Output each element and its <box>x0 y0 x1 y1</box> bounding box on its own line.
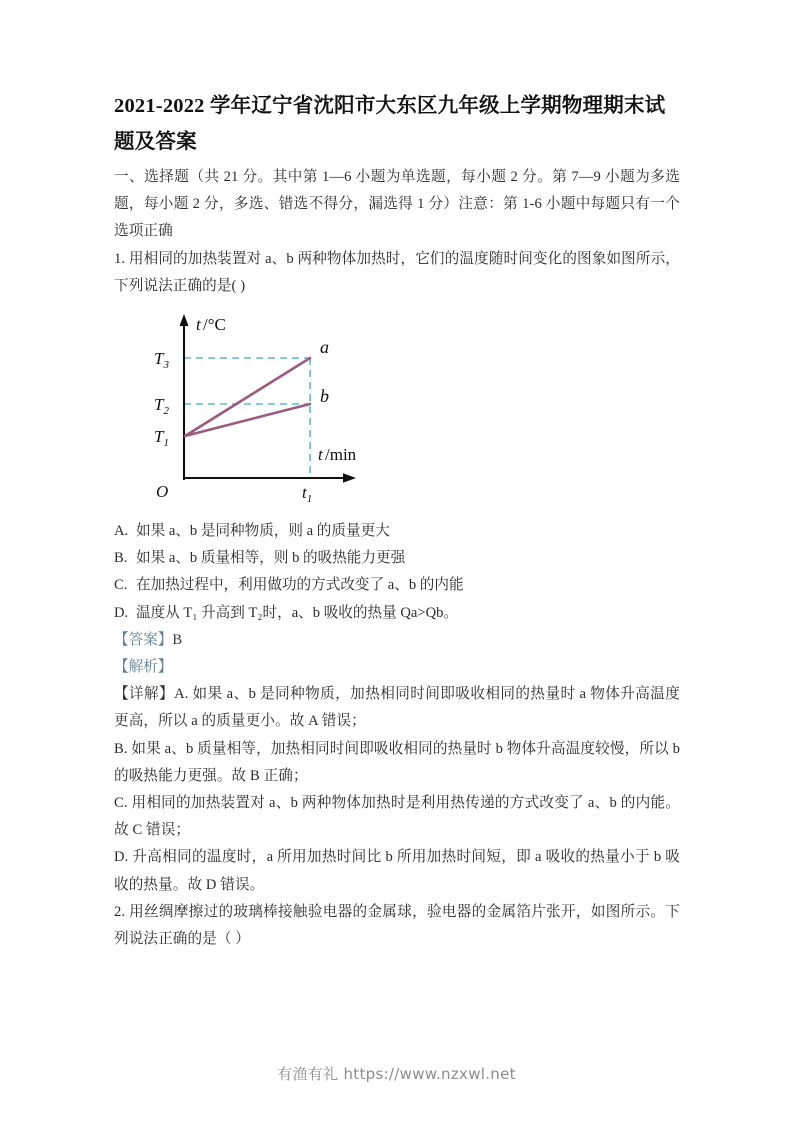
option-a-text: 如果 a、b 是同种物质，则 a 的质量更大 <box>136 523 390 540</box>
option-b-label: B. <box>114 550 128 567</box>
document-content <box>114 88 680 953</box>
option-b <box>114 545 680 572</box>
detail-text-a: A. 如果 a、b 是同种物质，加热相同时间即吸收相同的热量时 a 物体升高温度更高，所以 a 的质量更小。故 A 错误； <box>114 686 681 730</box>
x-axis-arrow <box>343 473 356 483</box>
detail-label: 【详解】 <box>114 686 175 703</box>
option-d-label: D. <box>114 604 129 621</box>
graph-svg <box>130 302 400 510</box>
detail-paragraph-b: B. 如果 a、b 质量相等，加热相同时间即吸收相同的热量时 b 物体升高温度较慢，所以 b 的吸热能力更强。故 B 正确； <box>114 740 680 784</box>
option-c-label: C. <box>114 577 128 594</box>
detail-paragraph-a <box>114 681 680 735</box>
analysis-line <box>114 654 680 681</box>
question-2-stem: 2. 用丝绸摩擦过的玻璃棒接触验电器的金属球，验电器的金属箔片张开，如图所示。下列说法正确的是（ ） <box>114 903 680 948</box>
detail-paragraph-c: C. 用相同的加热装置对 a、b 两种物体加热时是利用热传递的方式改变了 a、b 的内能。故 C 错误； <box>114 795 680 839</box>
origin-label: O <box>156 482 169 502</box>
watermark-site-name: 有渔有礼 <box>277 1065 339 1083</box>
option-b-text: 如果 a、b 质量相等，则 b 的吸热能力更强 <box>136 550 406 567</box>
y-axis-label: t <box>196 315 201 335</box>
answer-label: 【答案】 <box>114 631 173 648</box>
analysis-label: 【解析】 <box>114 659 173 676</box>
answer-line <box>114 627 680 654</box>
option-d <box>114 600 680 627</box>
option-c-text: 在加热过程中，利用做功的方式改变了 a、b 的内能 <box>136 577 464 594</box>
question-1-figure-wrap <box>114 302 680 514</box>
x-tick-label-t1: $t_1$ <box>302 483 313 506</box>
x-axis-label: t <box>318 445 323 465</box>
y-tick-label-t2: $T_2$ <box>154 395 169 418</box>
section-header-paragraph: 一、选择题（共 21 分。其中第 1—6 小题为单选题，每小题 2 分。第 7—9 小题为多选题，每小题 2 分，多选、错选不得分，漏选得 1 分）注意：第 1-6 小题中每题只有一个选项正确 <box>114 169 680 240</box>
curve-b-line <box>185 404 310 436</box>
watermark-url: https://www.nzxwl.net <box>343 1065 516 1083</box>
curve-a-line <box>185 358 310 436</box>
curve-label-b: b <box>320 386 329 407</box>
y-tick-label-t1: $T_1$ <box>154 427 169 450</box>
x-axis-label-unit: /min <box>325 445 357 465</box>
answer-value: B <box>172 631 183 648</box>
option-a-label: A. <box>114 523 129 540</box>
question-1-stem: 1. 用相同的加热装置对 a、b 两种物体加热时，它们的温度随时间变化的图象如图所示，下列说法正确的是( ) <box>114 250 680 294</box>
y-tick-label-t3: $T_3$ <box>154 349 169 372</box>
option-a <box>114 518 680 545</box>
y-axis-arrow <box>180 314 189 326</box>
page-title: 2021-2022 学年辽宁省沈阳市大东区九年级上学期物理期末试题及答案 <box>114 95 666 153</box>
y-axis-label-unit: /°C <box>203 315 226 335</box>
curve-label-a: a <box>320 337 329 358</box>
temperature-time-graph <box>130 302 400 510</box>
footer-watermark <box>0 1063 793 1084</box>
option-d-text: 温度从 T₁ 升高到 T₂时，a、b 吸收的热量 Qa>Qb。 <box>136 604 459 621</box>
option-c <box>114 572 680 599</box>
detail-paragraph-d: D. 升高相同的温度时，a 所用加热时间比 b 所用加热时间短，即 a 吸收的热量小于 b 吸收的热量。故 D 错误。 <box>114 849 680 893</box>
